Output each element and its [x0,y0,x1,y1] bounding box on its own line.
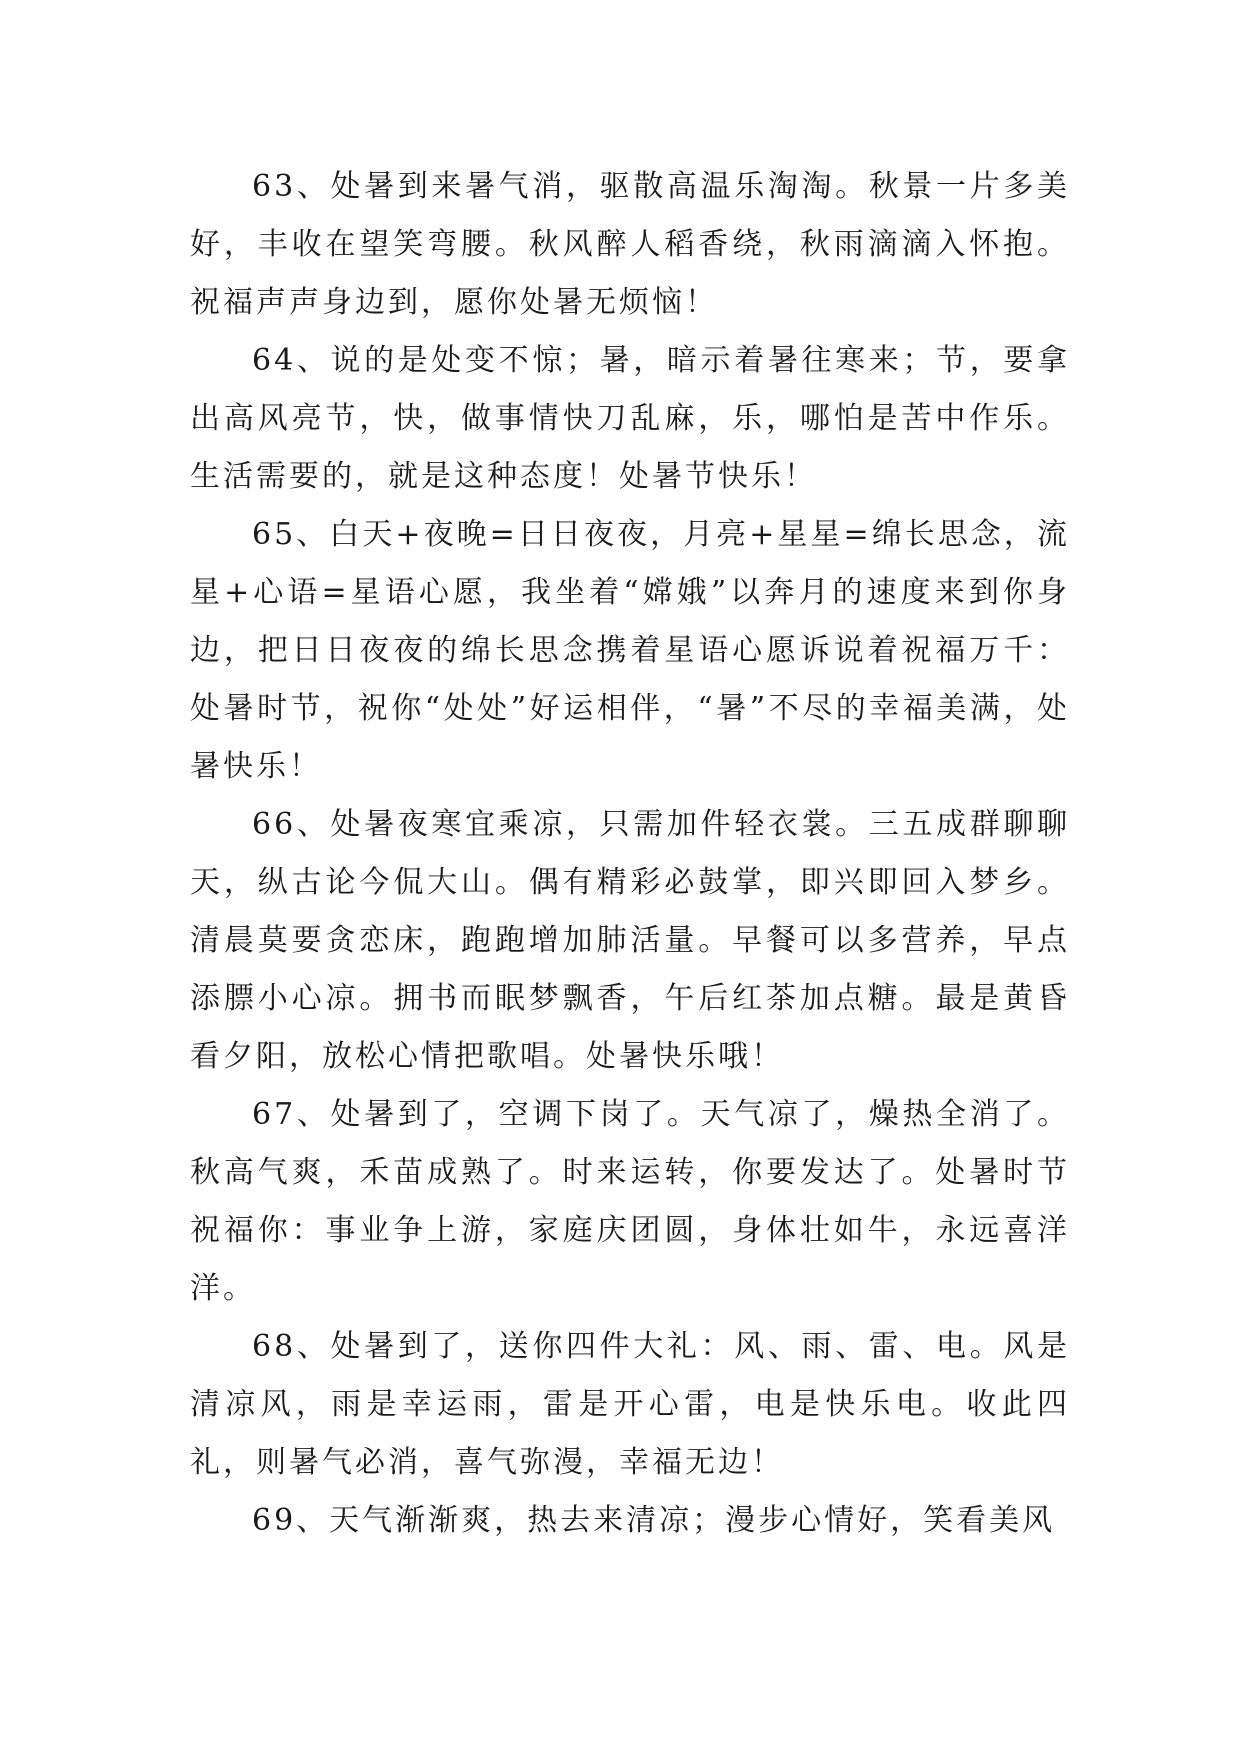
paragraph-64: 64、说的是处变不惊；暑，暗示着暑往寒来；节，要拿出高风亮节，快，做事情快刀乱麻，乐，哪怕是苦中作乐。生活需要的，就是这种态度！处暑节快乐！ [190,343,1070,494]
paragraph-69: 69、天气渐渐爽，热去来清凉；漫步心情好，笑看美风 [252,1503,1056,1538]
document-body [190,158,1070,1550]
paragraph-65: 65、白天+夜晚=日日夜夜，月亮+星星=绵长思念，流星+心语=星语心愿，我坐着“嫦娥”以奔月的速度来到你身边，把日日夜夜的绵长思念携着星语心愿诉说着祝福万千：处暑时节，祝你“处处”好运相伴，“暑”不尽的幸福美满，处暑快乐！ [190,517,1070,784]
paragraph-68: 68、处暑到了，送你四件大礼：风、雨、雷、电。风是清凉风，雨是幸运雨，雷是开心雷，电是快乐电。收此四礼，则暑气必消，喜气弥漫，幸福无边！ [190,1329,1070,1480]
paragraph-66: 66、处暑夜寒宜乘凉，只需加件轻衣裳。三五成群聊聊天，纵古论今侃大山。偶有精彩必鼓掌，即兴即回入梦乡。清晨莫要贪恋床，跑跑增加肺活量。早餐可以多营养，早点添膘小心凉。拥书而眠梦飘香，午后红茶加点糖。最是黄昏看夕阳，放松心情把歌唱。处暑快乐哦！ [190,807,1070,1074]
paragraph-67: 67、处暑到了，空调下岗了。天气凉了，燥热全消了。秋高气爽，禾苗成熟了。时来运转，你要发达了。处暑时节祝福你：事业争上游，家庭庆团圆，身体壮如牛，永远喜洋洋。 [190,1097,1070,1306]
paragraph-63: 63、处暑到来暑气消，驱散高温乐淘淘。秋景一片多美好，丰收在望笑弯腰。秋风醉人稻香绕，秋雨滴滴入怀抱。祝福声声身边到，愿你处暑无烦恼！ [190,169,1070,320]
